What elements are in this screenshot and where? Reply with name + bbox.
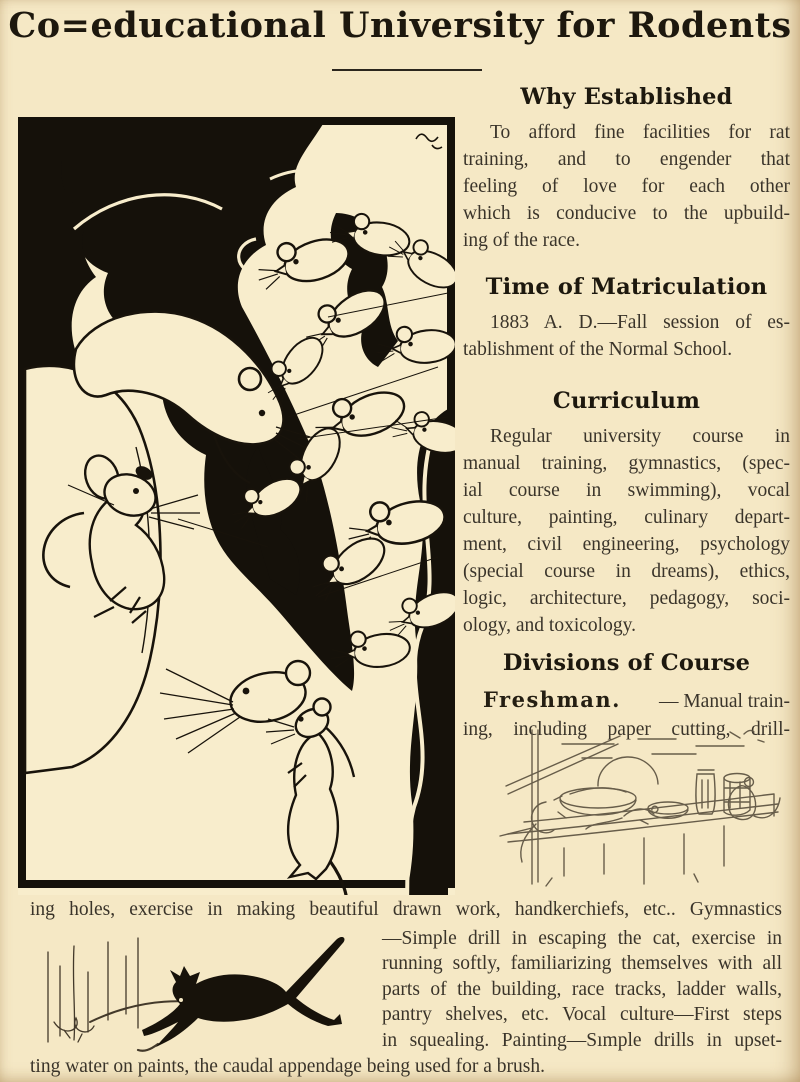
text-line: ology, and toxicology. [463, 615, 636, 636]
text-line: Regular university course in [490, 426, 790, 447]
bottom-paragraph [30, 897, 782, 1079]
text-line: training, and to engender that [463, 149, 790, 170]
rat-crowd-illustration [18, 117, 455, 895]
text-line: tablishment of the Normal School. [463, 339, 733, 360]
page-title: Co=educational University for Rodents [8, 5, 792, 46]
text-line: ing of the race. [463, 230, 580, 251]
text-line: which is conducive to the upbuild- [463, 203, 790, 224]
text-line: To afford fine facilities for rat [490, 122, 790, 143]
text-line: 1883 A. D.—Fall session of es- [490, 312, 790, 333]
text-line: parts of the building, race tracks, ladder walls, [382, 978, 782, 1000]
text-line: ting water on paints, the caudal appendage being used for a brush. [30, 1055, 545, 1077]
section-heading-divisions: Divisions of Course [502, 650, 751, 676]
text-line: in squealing. Painting—Sımple drills in upset- [382, 1029, 782, 1051]
text-line: feeling of love for each other [463, 176, 790, 197]
freshman-rest: — Manual train- [658, 691, 790, 712]
text-line: —Simple drill in escaping the cat, exercise in [382, 927, 782, 949]
freshman-line [463, 685, 790, 716]
text-line: ing holes, exercise in making beautiful drawn work, handkerchiefs, etc.. Gymnastics [30, 899, 782, 920]
text-line: ing, including paper cutting, drill- [463, 719, 790, 740]
section-heading-curriculum: Curriculum [552, 388, 701, 414]
section-heading-why-established: Why Established [520, 84, 733, 110]
freshman-label: Freshman. [483, 687, 621, 712]
text-line: pantry shelves, etc. Vocal culture—First steps [382, 1004, 782, 1025]
text-line: (special course in dreams), ethics, [463, 561, 790, 582]
title-divider [332, 69, 482, 71]
wrapped-text-block [382, 926, 782, 1054]
text-line: culture, painting, culinary depart- [463, 507, 790, 528]
text-line: manual training, gymnastics, (spec- [463, 453, 790, 474]
text-line: ment, civil engineering, psychology [463, 534, 790, 555]
text-line: ial course in swimming), vocal [463, 480, 790, 501]
section-heading-matriculation: Time of Matriculation [485, 274, 768, 300]
text-line: running softly, familiarizing themselves with all [382, 953, 782, 974]
text-line: logic, architecture, pedagogy, soci- [463, 588, 790, 609]
leaping-cat-illustration [30, 926, 382, 1054]
right-column [463, 84, 790, 743]
pantry-shelf-illustration [492, 724, 788, 892]
